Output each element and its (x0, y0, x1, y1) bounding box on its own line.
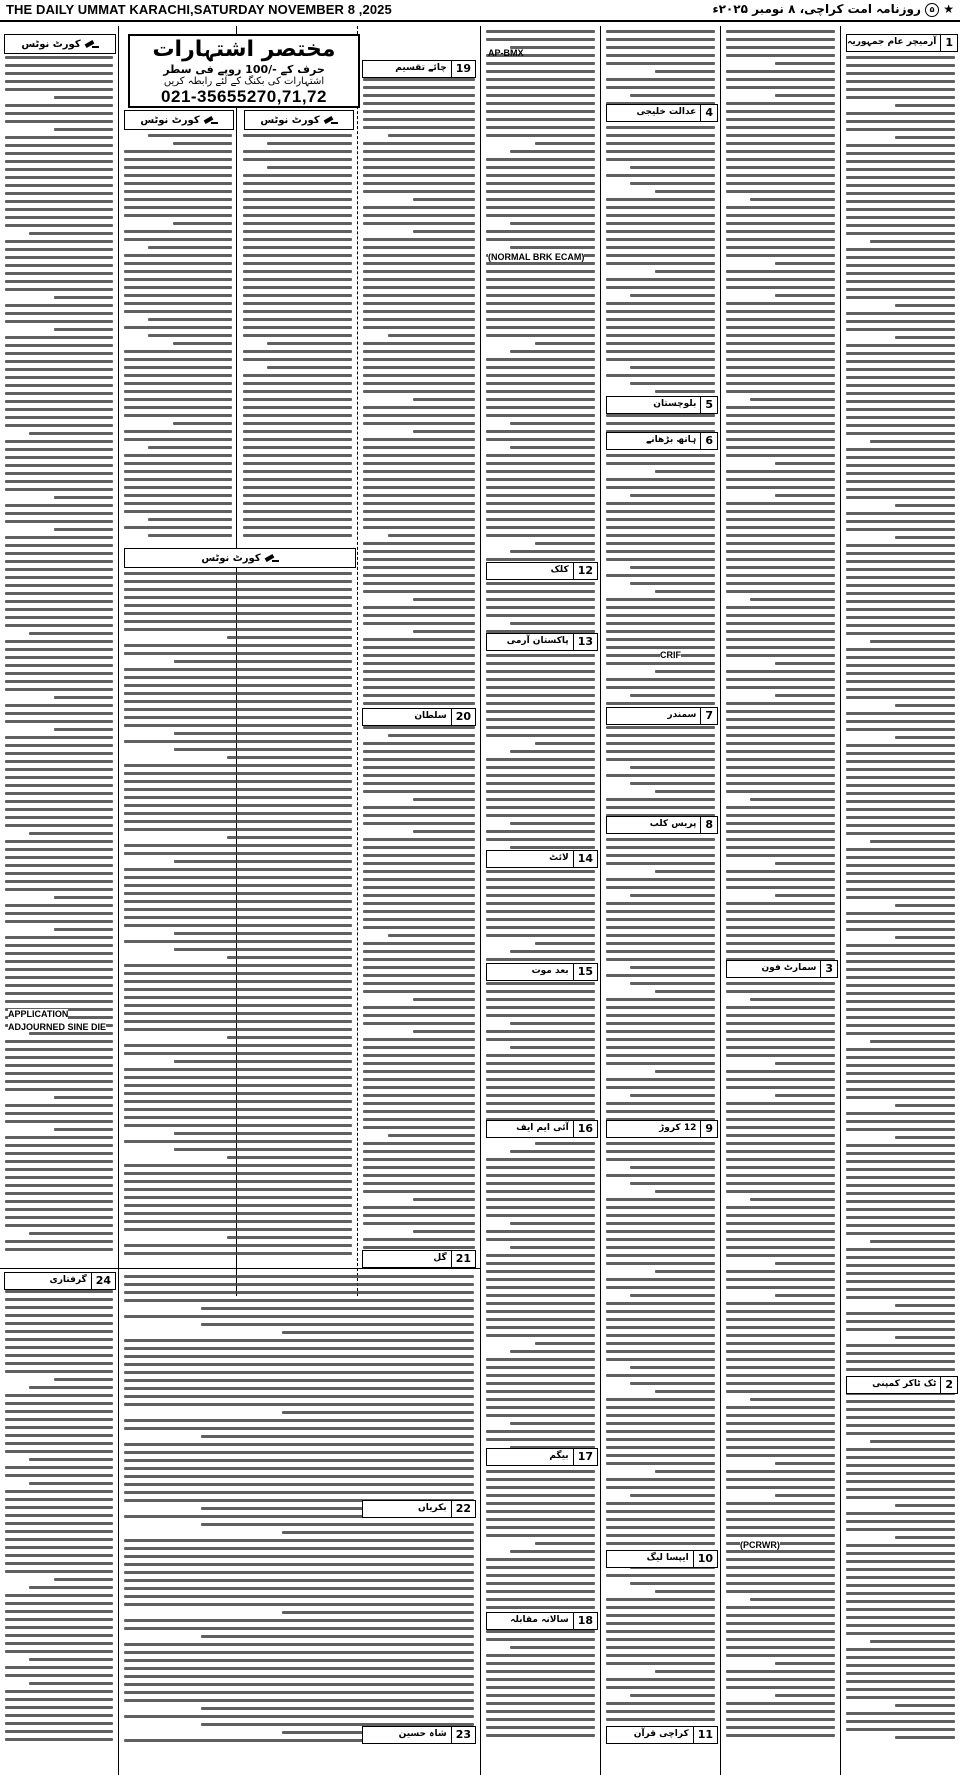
court-notice-column (121, 134, 235, 546)
news-column (723, 30, 838, 1748)
ad-rate: حرف کے -/100 روپے فی سطر (163, 63, 325, 76)
news-item-1: 1 آرمیچر عام جمہوریہ (846, 34, 958, 52)
masthead-urdu-title (712, 2, 954, 17)
text-lines (124, 134, 232, 542)
text-lines (363, 78, 475, 1254)
court-notice-column (121, 572, 355, 1262)
ad-title: مختصر اشتہارات (152, 37, 336, 62)
court-notice-heading: کورٹ نوٹس (4, 34, 116, 54)
column-rule (720, 26, 721, 1775)
gavel-icon (204, 115, 218, 125)
text-lines (5, 56, 113, 1256)
news-column (603, 30, 718, 1748)
news-item-13: 13 پاکستان آرمی (486, 633, 598, 651)
news-item-6: 6 ہاتھ بڑھانے (606, 432, 718, 450)
news-item-11: 11 کراچی قرآن (606, 1726, 718, 1744)
code-text: (PCRWR) (740, 1540, 780, 1550)
code-text: (NORMAL BRK ECAM) (488, 252, 585, 262)
classified-ads-box (128, 34, 360, 108)
news-item-17: 17 بیگم (486, 1448, 598, 1466)
court-notice-heading: کورٹ نوٹس (124, 548, 356, 568)
news-item-21: 21 گل (362, 1250, 476, 1268)
code-text: CRIF (660, 650, 681, 660)
text-lines (606, 30, 715, 1742)
masthead (0, 0, 960, 22)
text-lines (5, 1290, 113, 1746)
column-rule (600, 26, 601, 1775)
gavel-icon (85, 39, 99, 49)
code-text: ADJOURNED SINE DIE (8, 1022, 107, 1032)
news-item-8: 8 پریس کلب (606, 816, 718, 834)
column-rule (840, 26, 841, 1775)
ad-phone: 021-35655270,71,72 (161, 87, 327, 106)
text-lines (243, 134, 352, 542)
news-item-22: 22 بکریاں (362, 1500, 476, 1518)
code-text: AP-BMX (488, 48, 524, 58)
news-item-7: 7 سمندر (606, 707, 718, 725)
gavel-icon (265, 553, 279, 563)
text-lines (726, 30, 835, 1742)
court-notice-column (240, 134, 355, 546)
column-rule (357, 26, 358, 1296)
news-item-16: 16 آئی ایم ایف (486, 1120, 598, 1138)
news-column (360, 78, 478, 1261)
news-item-18: 18 سالانہ مقابلہ (486, 1612, 598, 1630)
gavel-icon (324, 115, 338, 125)
court-notice-heading: کورٹ نوٹس (244, 110, 354, 130)
news-column (2, 1290, 116, 1748)
column-rule (118, 26, 119, 1775)
news-item-10: 10 ایپسا لیگ (606, 1550, 718, 1568)
section-divider (119, 1268, 480, 1269)
news-item-14: 14 لائٹ (486, 850, 598, 868)
news-item-9: 9 12 کروڑ (606, 1120, 718, 1138)
news-item-3: 3 سمارٹ فون (726, 960, 838, 978)
masthead-english-title: THE DAILY UMMAT KARACHI,SATURDAY NOVEMBER 8 ,2025 (6, 2, 392, 17)
news-item-20: 20 سلطان (362, 708, 476, 726)
text-lines (846, 56, 955, 1744)
news-item-4: 4 عدالت خلیجی (606, 104, 718, 122)
news-item-23: 23 شاہ حسین (362, 1726, 476, 1744)
news-item-24: 24 گرفتاری (4, 1272, 116, 1290)
ad-contact-line: اشتہارات کی بکنگ کے لئے رابطہ کریں (163, 76, 325, 87)
court-notice-column (2, 56, 116, 1261)
news-item-5: 5 بلوچستان (606, 396, 718, 414)
news-column (843, 56, 958, 1748)
star-icon: ★ (943, 2, 954, 16)
news-item-19: 19 چائے تقسیم (362, 60, 476, 78)
news-column (483, 30, 598, 1748)
code-text: APPLICATION (8, 1009, 69, 1019)
court-notice-heading: کورٹ نوٹس (124, 110, 234, 130)
masthead-urdu-text: روزنامہ امت کراچی، ۸ نومبر ۲۰۲۵ء (712, 2, 921, 16)
news-item-15: 15 بعد موت (486, 963, 598, 981)
section-divider (0, 1268, 118, 1269)
column-rule (480, 26, 481, 1775)
page-number: ۵ (925, 3, 939, 17)
text-lines (486, 30, 595, 1742)
news-item-12: 12 کلک (486, 562, 598, 580)
news-item-2: 2 ٹک ٹاکر کمپنی (846, 1376, 958, 1394)
text-lines (124, 572, 352, 1260)
